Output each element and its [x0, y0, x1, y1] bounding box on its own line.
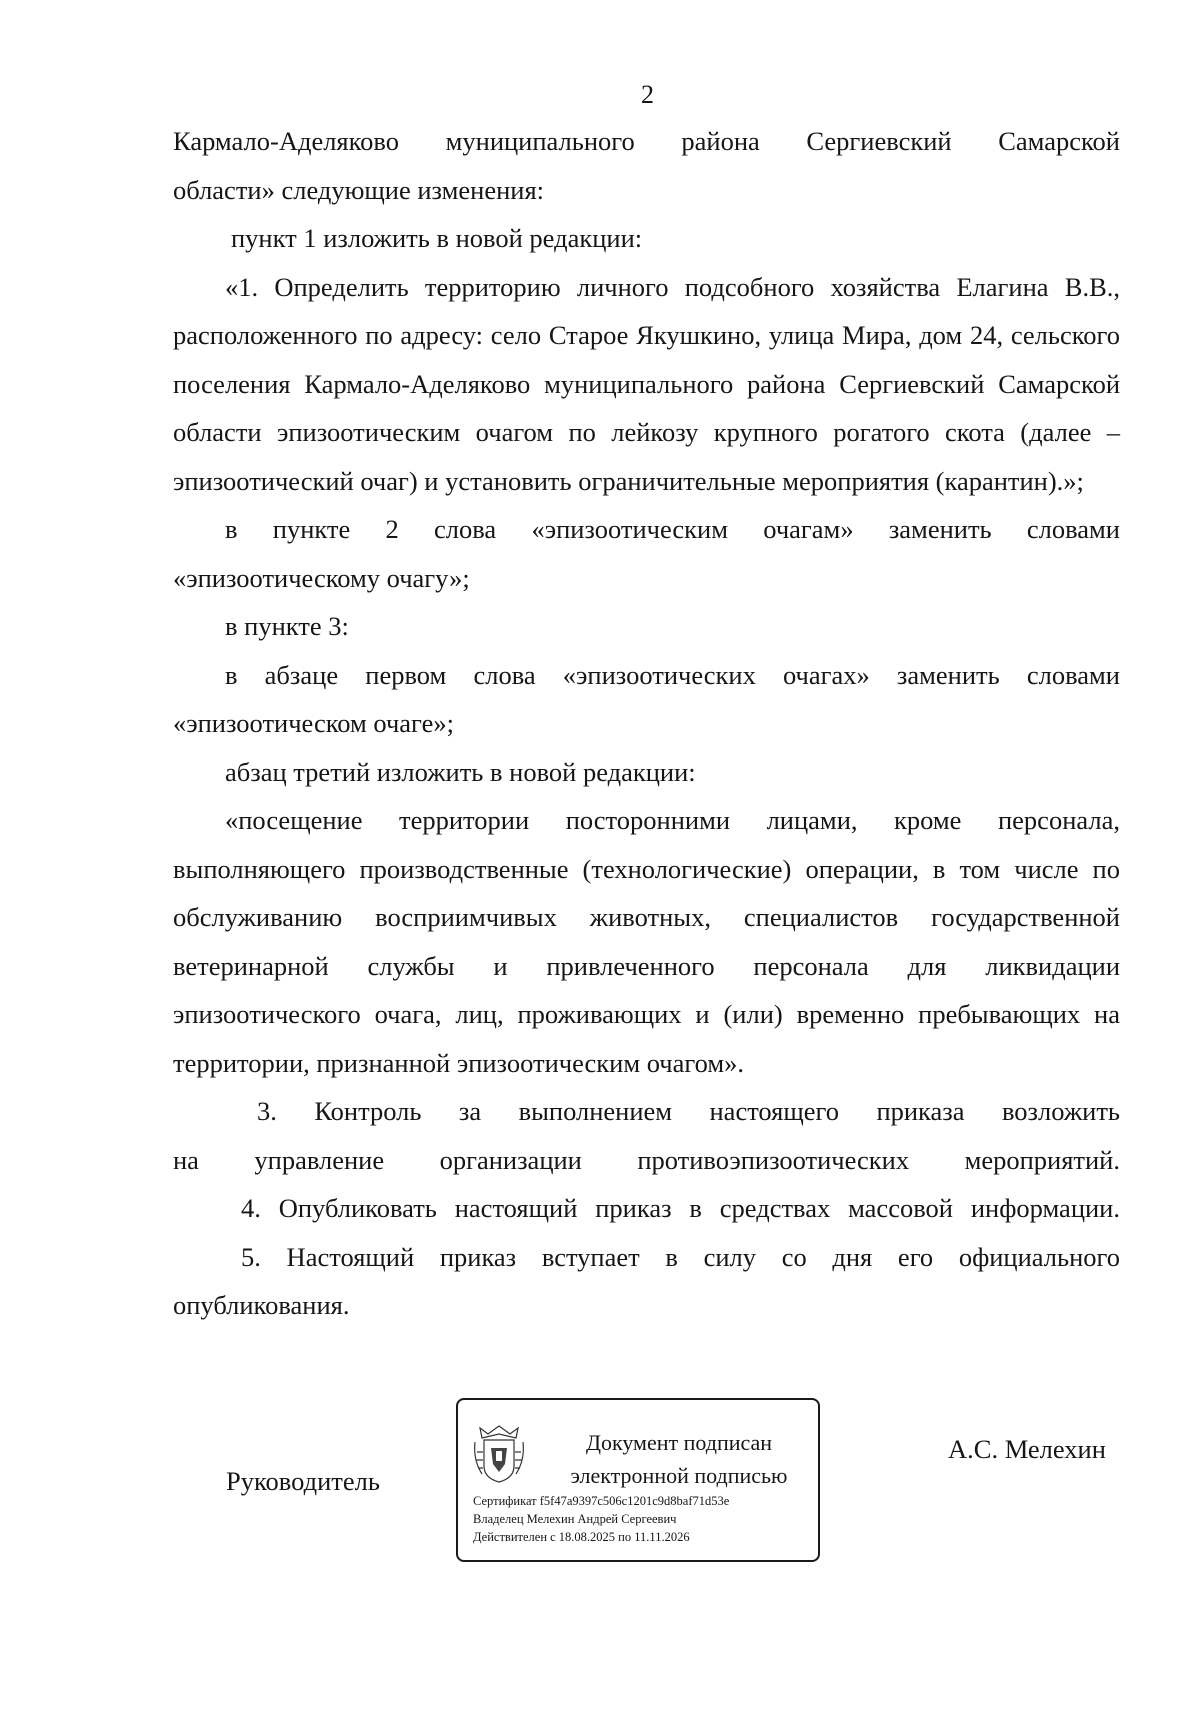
paragraph-point3-third-text: «посещение территории посторонними лицами, кроме персонала, выполняющего производственные (технологические) операции, в том числе по обслуживанию восприимчивых животных, специалистов государственной ветеринарной службы и привлеченного персонала для ликвидации эпизоотического очага, лиц, проживающих и (или) временно пребывающих на территории, признанной эпизоотическим очагом». [173, 805, 1120, 1078]
certificate-owner: Владелец Мелехин Андрей Сергеевич [473, 1512, 677, 1526]
paragraph-item3-line1: 3. Контроль за выполнением настоящего приказа возложить [257, 1096, 1120, 1126]
document-body [173, 117, 1120, 1330]
stamp-title-line2: электронной подписью [570, 1463, 788, 1488]
paragraph-point2: в пункте 2 слова «эпизоотическим очагам» заменить словами «эпизоотическому очагу»; [173, 514, 1120, 593]
paragraph-point1-text: «1. Определить территорию личного подсобного хозяйства Елагина В.В., расположенного по адресу: село Старое Якушкино, улица Мира, дом 24, сельского поселения Кармало-Аделяково муниципального района Сергиевский Самарской области эпизоотическим очагом по лейкозу крупного рогатого скота (далее – эпизоотический очаг) и установить ограничительные мероприятия (карантин).»; [173, 271, 1120, 496]
paragraph-item5: 5. Настоящий приказ вступает в силу со дня его официального опубликования. [173, 1241, 1120, 1320]
stamp-details [473, 1492, 729, 1546]
paragraph-item3-line2: на управление организации противоэпизоотических мероприятий. [173, 1144, 1120, 1175]
certificate-number: Сертификат f5f47a9397c506c1201c9d8baf71d53e [473, 1494, 730, 1508]
paragraph-point3-intro: в пункте 3: [225, 611, 349, 641]
page-number: 2 [641, 80, 654, 109]
paragraph-item4: 4. Опубликовать настоящий приказ в средствах массовой информации. [241, 1193, 1120, 1223]
paragraph-point1-intro: пункт 1 изложить в новой редакции: [231, 223, 643, 253]
signer-name: А.С. Мелехин [948, 1434, 1106, 1464]
paragraph-continuation-end: области» следующие изменения: [173, 174, 545, 205]
paragraph-point3-first: в абзаце первом слова «эпизоотических очагах» заменить словами «эпизоотическом очаге»; [173, 659, 1120, 738]
signature-section [0, 1398, 1200, 1568]
coat-of-arms-icon [472, 1422, 526, 1486]
stamp-title [542, 1426, 816, 1492]
e-signature-stamp [456, 1398, 820, 1562]
paragraph-continuation: Кармало-Аделяково муниципального района Сергиевский Самарской [173, 126, 1120, 156]
paragraph-point3-third-intro: абзац третий изложить в новой редакции: [225, 756, 696, 787]
certificate-validity: Действителен с 18.08.2025 по 11.11.2026 [473, 1530, 690, 1544]
stamp-title-line1: Документ подписан [585, 1430, 773, 1455]
position-title: Руководитель [226, 1466, 380, 1496]
